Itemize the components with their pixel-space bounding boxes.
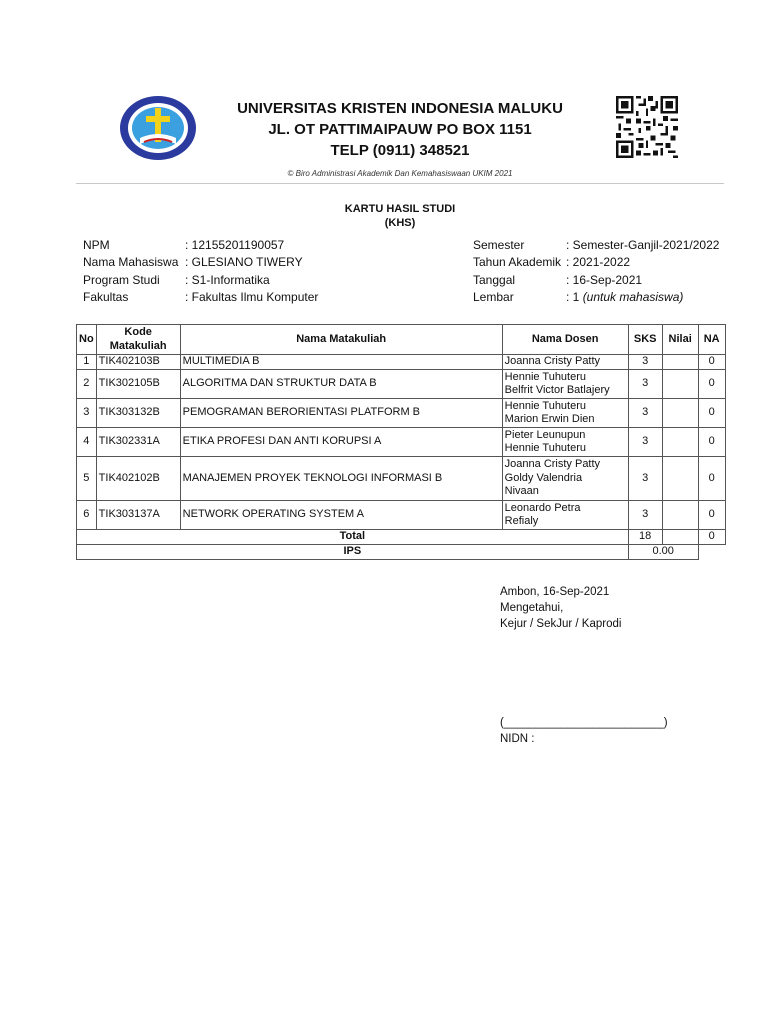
dosen-name: Marion Erwin Dien bbox=[504, 413, 595, 425]
signature-role: Kejur / SekJur / Kaprodi bbox=[500, 618, 622, 630]
dosen-name: Leonardo Petra bbox=[504, 501, 581, 514]
cell-dosen bbox=[502, 399, 628, 428]
cell-no: 2 bbox=[77, 370, 97, 399]
info-row-sheet bbox=[473, 289, 719, 306]
cell-dosen bbox=[502, 355, 628, 370]
col-header-kode bbox=[96, 325, 180, 355]
table-row bbox=[77, 370, 726, 399]
period-info bbox=[473, 237, 719, 306]
info-value: : 16-Sep-2021 bbox=[566, 272, 643, 287]
cell-nama: PEMOGRAMAN BERORIENTASI PLATFORM B bbox=[180, 399, 502, 428]
dosen-name: Joanna Cristy Patty bbox=[504, 458, 601, 471]
cell-nama: ETIKA PROFESI DAN ANTI KORUPSI A bbox=[180, 428, 502, 457]
info-value: : Semester-Ganjil-2021/2022 bbox=[566, 238, 720, 252]
grades-table bbox=[76, 324, 726, 560]
info-value: : GLESIANO TIWERY bbox=[185, 255, 303, 270]
dosen-name: Hennie Tuhuteru bbox=[504, 399, 587, 412]
cell-nilai bbox=[662, 370, 698, 399]
cell-sks: 3 bbox=[628, 355, 662, 370]
cell-sks: 3 bbox=[628, 501, 662, 530]
col-header-dosen: Nama Dosen bbox=[502, 325, 628, 355]
signature-block bbox=[500, 584, 621, 632]
col-header-sks: SKS bbox=[628, 325, 662, 355]
info-row-program bbox=[83, 272, 318, 289]
info-row-semester bbox=[473, 237, 719, 254]
biro-footer-note: © Biro Administrasi Akademik Dan Kemahasiswaan UKIM 2021 bbox=[287, 169, 513, 178]
qr-code bbox=[616, 96, 678, 158]
cell-nilai bbox=[662, 355, 698, 370]
info-label: Nama Mahasiswa bbox=[83, 255, 179, 270]
table-row bbox=[77, 399, 726, 428]
cell-dosen bbox=[502, 428, 628, 457]
info-label: Fakultas bbox=[83, 289, 129, 304]
cell-dosen bbox=[502, 370, 628, 399]
info-value: : 12155201190057 bbox=[185, 238, 285, 252]
cell-kode: TIK303137A bbox=[96, 501, 180, 530]
document-title bbox=[280, 202, 520, 230]
student-info bbox=[83, 237, 318, 306]
cell-no: 5 bbox=[77, 457, 97, 501]
cell-kode: TIK303132B bbox=[96, 399, 180, 428]
cell-nama: ALGORITMA DAN STRUKTUR DATA B bbox=[180, 370, 502, 399]
cell-nilai bbox=[662, 428, 698, 457]
cell-nilai bbox=[662, 501, 698, 530]
info-row-academic-year bbox=[473, 254, 719, 271]
info-label: Lembar bbox=[473, 289, 514, 304]
cell-na: 0 bbox=[698, 501, 725, 530]
cell-na: 0 bbox=[698, 428, 725, 457]
cell-no: 3 bbox=[77, 399, 97, 428]
info-value: : 1 bbox=[566, 289, 583, 304]
info-row-faculty bbox=[83, 289, 318, 306]
title-line-2: (KHS) bbox=[384, 217, 416, 229]
ips-empty-cell bbox=[698, 545, 725, 560]
cell-na: 0 bbox=[698, 370, 725, 399]
dosen-name: Belfrit Victor Batlajery bbox=[504, 384, 610, 396]
info-label: NPM bbox=[83, 238, 110, 252]
ips-row bbox=[77, 545, 726, 560]
dosen-name: Joanna Cristy Patty bbox=[504, 355, 601, 368]
table-row bbox=[77, 355, 726, 370]
col-header-no: No bbox=[77, 325, 97, 355]
col-header-kode-line2: Matakuliah bbox=[109, 339, 167, 352]
table-header-row bbox=[77, 325, 726, 355]
info-value: : Fakultas Ilmu Komputer bbox=[185, 289, 319, 304]
col-header-na: NA bbox=[698, 325, 725, 355]
cell-nilai bbox=[662, 457, 698, 501]
info-label: Program Studi bbox=[83, 272, 160, 287]
ips-label: IPS bbox=[77, 545, 629, 560]
cell-dosen bbox=[502, 501, 628, 530]
cell-nama: MANAJEMEN PROYEK TEKNOLOGI INFORMASI B bbox=[180, 457, 502, 501]
cell-sks: 3 bbox=[628, 457, 662, 501]
dosen-name: Nivaan bbox=[504, 485, 539, 498]
signature-name-line: (_________________________) bbox=[500, 717, 668, 729]
ips-value: 0.00 bbox=[628, 545, 698, 560]
dosen-name: Hennie Tuhuteru bbox=[504, 442, 587, 454]
info-value: : 2021-2022 bbox=[566, 255, 631, 270]
cell-sks: 3 bbox=[628, 428, 662, 457]
info-value: : S1-Informatika bbox=[185, 272, 270, 287]
info-label: Semester bbox=[473, 238, 525, 252]
cell-kode: TIK402102B bbox=[96, 457, 180, 501]
signature-nidn: NIDN : bbox=[500, 733, 535, 745]
cell-na: 0 bbox=[698, 399, 725, 428]
dosen-name: Hennie Tuhuteru bbox=[504, 370, 587, 383]
cell-kode: TIK302331A bbox=[96, 428, 180, 457]
signature-acknowledged: Mengetahui, bbox=[500, 602, 564, 614]
col-header-nilai: Nilai bbox=[662, 325, 698, 355]
dosen-name: Goldy Valendria bbox=[504, 471, 583, 484]
cell-kode: TIK402103B bbox=[96, 355, 180, 370]
total-sks: 18 bbox=[628, 530, 662, 545]
cell-kode: TIK302105B bbox=[96, 370, 180, 399]
cell-sks: 3 bbox=[628, 399, 662, 428]
cell-nilai bbox=[662, 399, 698, 428]
university-phone: TELP (0911) 348521 bbox=[330, 142, 470, 159]
dosen-name: Refialy bbox=[504, 515, 539, 527]
cell-nama: NETWORK OPERATING SYSTEM A bbox=[180, 501, 502, 530]
total-label: Total bbox=[77, 530, 629, 545]
signature-name-block bbox=[500, 715, 668, 747]
table-row bbox=[77, 457, 726, 501]
sheet-note: (untuk mahasiswa) bbox=[582, 289, 684, 304]
col-header-kode-line1: Kode bbox=[124, 326, 152, 338]
col-header-nama: Nama Matakuliah bbox=[180, 325, 502, 355]
dosen-name: Pieter Leunupun bbox=[504, 428, 586, 441]
cell-no: 6 bbox=[77, 501, 97, 530]
cell-dosen bbox=[502, 457, 628, 501]
signature-place-date: Ambon, 16-Sep-2021 bbox=[500, 586, 610, 598]
table-row bbox=[77, 501, 726, 530]
header-divider bbox=[76, 183, 724, 184]
university-name: UNIVERSITAS KRISTEN INDONESIA MALUKU bbox=[237, 100, 563, 117]
total-row bbox=[77, 530, 726, 545]
cell-na: 0 bbox=[698, 457, 725, 501]
title-line-1: KARTU HASIL STUDI bbox=[344, 203, 456, 215]
cell-na: 0 bbox=[698, 355, 725, 370]
cell-no: 1 bbox=[77, 355, 97, 370]
table-row bbox=[77, 428, 726, 457]
cell-no: 4 bbox=[77, 428, 97, 457]
info-row-date bbox=[473, 272, 719, 289]
info-label: Tahun Akademik bbox=[473, 255, 562, 270]
cell-nama: MULTIMEDIA B bbox=[180, 355, 502, 370]
university-address: JL. OT PATTIMAIPAUW PO BOX 1151 bbox=[268, 121, 532, 138]
info-label: Tanggal bbox=[473, 272, 516, 287]
total-na: 0 bbox=[698, 530, 725, 545]
info-row-name bbox=[83, 254, 318, 271]
cell-sks: 3 bbox=[628, 370, 662, 399]
info-row-npm bbox=[83, 237, 318, 254]
total-nilai bbox=[662, 530, 698, 545]
university-header bbox=[180, 98, 620, 161]
